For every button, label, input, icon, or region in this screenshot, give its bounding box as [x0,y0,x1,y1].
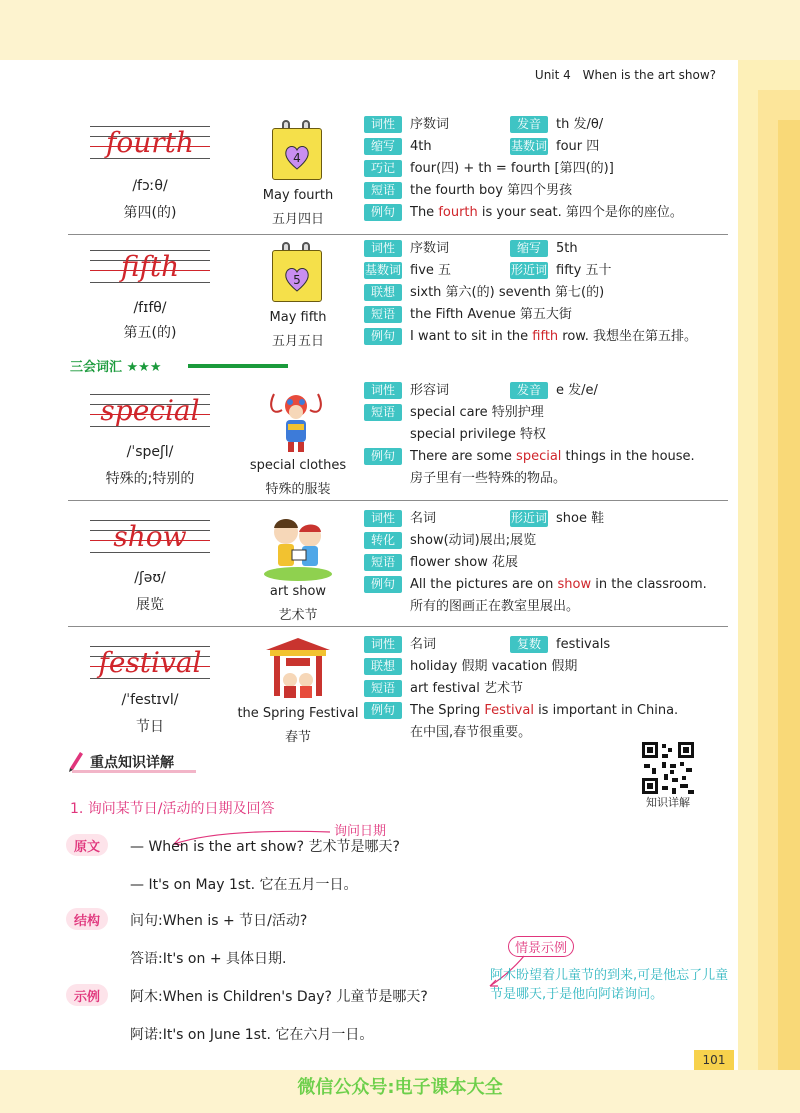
section1-title: 1. 询问某节日/活动的日期及回答 [70,801,275,817]
example-answer: 阿诺:It's on June 1st. 它在六月一日。 [130,1027,374,1043]
svg-text:5: 5 [293,273,301,287]
phonetic: /ʃəʊ/ [134,570,166,586]
qr-label: 知识详解 [646,796,690,809]
vocab-entry-fourth: fourth /fɔːθ/ 第四(的) 4 May fourth 五月四日 词性 序数词 发音 th 发/θ/ 缩写 4th 基数词 four 四 巧记 four(四) + th = fourth [第四(的)] 短语 the fourth boy 第四个男孩 例句 The fourth is your seat. 第四个是你的座位。 [68,110,728,234]
meaning: 展览 [136,597,164,613]
picture-caption-cn: 五月五日 [271,334,324,349]
art-show-kids-icon [262,510,334,582]
original-answer: — It's on May 1st. 它在五月一日。 [130,877,358,893]
vocab-entry-fifth: fifth /fɪfθ/ 第五(的) 5 May fifth 五月五日 词性 序数词 缩写 5th 基数词 five 五 形近词 fifty 五十 联想 sixth 第六(的) seventh 第七(的) 短语 the Fifth Avenue 第五大街 例句 I want to sit in the fifth row. 我想坐在第五排。 [68,234,728,354]
calendar-icon [270,240,324,304]
vocab-word: special [100,394,200,427]
unit-title: When is the art show? [582,68,716,82]
scene-note: 阿木盼望着儿童节的到来,可是他忘了儿童节是哪天,于是他向阿诺询问。 [490,968,729,1002]
heart-icon [282,264,312,294]
heart-icon [282,142,312,172]
svg-text:4: 4 [293,151,301,165]
page-header [535,68,716,82]
vocab-entry-festival: festival /ˈfestɪvl/ 节日 the Spring Festival 春节 词性 名词 复数 festivals 联想 holiday 假期 vacation 假期 短语 art festival 艺术节 例句 The Spring Festival is important in China. 在中国,春节很重要。 [68,626,728,746]
picture-caption-en: May fifth [269,310,327,325]
detail-title: 重点知识详解 [90,755,174,771]
meaning: 第四(的) [123,205,177,221]
footer-watermark: 微信公众号:电子课本大全 [297,1077,503,1098]
label-shili: 示例 [73,990,100,1005]
section-underline [188,364,288,368]
scene-bubble: 情景示例 [508,936,574,957]
meaning: 第五(的) [123,325,177,341]
qr-code-icon[interactable] [640,740,696,796]
meaning: 节日 [136,719,164,735]
vocab-word: show [113,520,187,553]
section-label-sanhui: 三会词汇 ★★★ [70,360,162,375]
vocab-word: fifth [120,250,180,283]
picture-caption-cn: 五月四日 [271,212,324,227]
calendar-icon [270,118,324,182]
vocab-word: fourth [106,126,194,159]
label-yuanwen: 原文 [73,840,100,855]
pencil-icon [66,748,84,772]
structure-answer: 答语:It's on + 具体日期. [130,951,287,967]
vocab-entry-special: special /ˈspeʃl/ 特殊的;特别的 special clothes 特殊的服装 词性 形容词 发音 e 发/e/ 短语 special care 特别护理 special privilege 特权 例句 There are some special things in the house. 房子里有一些特殊的物品。 [68,376,728,500]
annotation-ask-date: 询问日期 [334,824,387,839]
phonetic: /fɪfθ/ [133,300,167,316]
vocab-entry-show: show /ʃəʊ/ 展览 art show 艺术节 词性 名词 形近词 shoe 鞋 转化 show(动词)展出;展览 短语 flower show 花展 例句 All the pictures are on show in the classroom. 所有的图画正在教室里展出。 [68,500,728,626]
phonetic: /ˈfestɪvl/ [121,692,179,708]
page-number: 101 [694,1050,734,1070]
label-jiegou: 结构 [73,914,100,929]
picture-caption-en: art show [269,584,327,599]
picture-caption-en: May fourth [262,188,334,203]
opera-figure-icon [264,386,328,456]
vocab-word: festival [98,646,202,679]
example-question: 阿木:When is Children's Day? 儿童节是哪天? [130,989,428,1005]
picture-caption-cn: 特殊的服装 [265,482,331,497]
original-question: — When is the art show? 艺术节是哪天? [130,839,400,855]
structure-question: 问句:When is + 节日/活动? [130,913,308,929]
meaning: 特殊的;特别的 [105,471,195,487]
spring-festival-gate-icon [264,636,332,702]
picture-caption-cn: 艺术节 [278,608,318,623]
unit-label: Unit 4 [534,68,571,82]
picture-caption-en: special clothes [249,458,347,473]
phonetic: /fɔːθ/ [132,178,168,194]
phonetic: /ˈspeʃl/ [126,444,174,460]
top-band [0,0,800,60]
side-band-3 [778,120,800,1113]
picture-caption-cn: 春节 [284,730,311,745]
picture-caption-en: the Spring Festival [237,706,359,721]
